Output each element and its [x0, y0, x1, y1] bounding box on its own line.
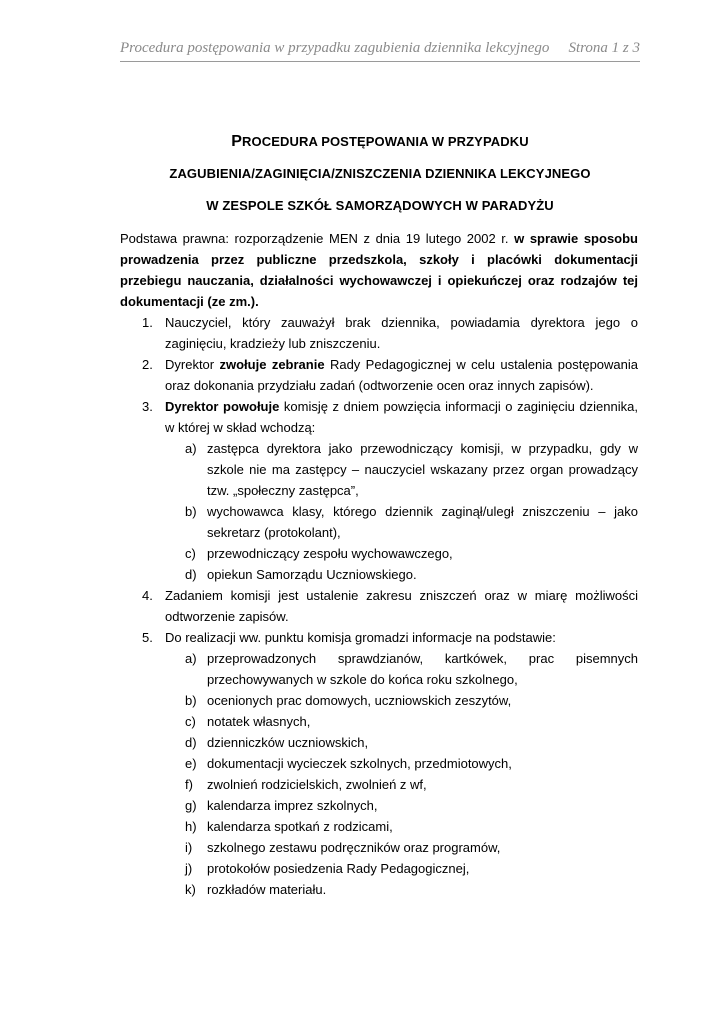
item-number: 1.: [142, 315, 153, 330]
sublist-item: [165, 438, 638, 501]
item-text: Rady Pedagogicznej w celu ustalenia postępowania oraz dokonania przydziału zadań (odtworzenie ocen oraz innych zapisów).: [165, 357, 638, 393]
item-number: 4.: [142, 588, 153, 603]
document-title: [120, 126, 640, 222]
sub-marker: j): [185, 861, 193, 876]
sublist-item: [165, 648, 638, 690]
item-text: Nauczyciel, który zauważył brak dziennika, powiadamia dyrektora jego o zaginięciu, kradzieży lub zniszczeniu.: [165, 315, 638, 351]
sublist-item: [165, 711, 638, 732]
sublist-item: [165, 690, 638, 711]
sub-text: dzienniczków uczniowskich,: [207, 735, 369, 750]
header-title: Procedura postępowania w przypadku zagubienia dziennika lekcyjnego: [120, 40, 550, 56]
item-text-bold: Dyrektor powołuje: [165, 399, 280, 414]
sub-marker: a): [185, 651, 197, 666]
sublist: [165, 648, 638, 900]
sublist-item: [165, 858, 638, 879]
item-text: Zadaniem komisji jest ustalenie zakresu zniszczeń oraz w miarę możliwości odtworzenie zapisów.: [165, 588, 638, 624]
legal-basis-bold: w sprawie sposobu prowadzenia przez publiczne przedszkola, szkoły i placówki dokumentacji przebiegu nauczania, działalności wychowawczej i opiekuńczej oraz rodzajów tej dokumentacji (ze zm.).: [120, 231, 638, 309]
page-header: [120, 40, 640, 62]
sub-text: opiekun Samorządu Uczniowskiego.: [207, 567, 417, 582]
title-line-2: ZAGUBIENIA/ZAGINIĘCIA/ZNISZCZENIA DZIENNIKA LEKCYJNEGO: [169, 166, 591, 181]
item-text: Do realizacji ww. punktu komisja gromadzi informacje na podstawie:: [165, 630, 556, 645]
sub-marker: c): [185, 714, 196, 729]
sub-text: zwolnień rodzicielskich, zwolnień z wf,: [207, 777, 427, 792]
sublist-item: [165, 543, 638, 564]
sub-marker: b): [185, 693, 197, 708]
item-text-bold: zwołuje zebranie: [219, 357, 325, 372]
legal-basis: [120, 228, 638, 312]
list-item: [120, 627, 638, 900]
sub-text: przeprowadzonych sprawdzianów, kartkówek, prac pisemnych: [207, 651, 638, 666]
sub-text: protokołów posiedzenia Rady Pedagogicznej,: [207, 861, 470, 876]
list-item: [120, 312, 638, 354]
sub-text: wychowawca klasy, którego dziennik zaginął/uległ zniszczeniu – jako sekretarz (protokolant),: [207, 504, 638, 540]
sublist-item: [165, 753, 638, 774]
sub-text: przechowywanych w szkole do końca roku szkolnego,: [207, 672, 518, 687]
sub-marker: i): [185, 840, 193, 855]
title-line-1-rest: ROCEDURA POSTĘPOWANIA W PRZYPADKU: [242, 134, 529, 149]
sub-marker: h): [185, 819, 197, 834]
sub-marker: f): [185, 777, 193, 792]
sub-text: przewodniczący zespołu wychowawczego,: [207, 546, 453, 561]
item-number: 2.: [142, 357, 153, 372]
sub-marker: b): [185, 504, 197, 519]
document-body: [120, 228, 638, 900]
title-line-1: [120, 126, 640, 158]
sub-marker: d): [185, 735, 197, 750]
item-text: komisję z dniem powzięcia informacji o zaginięciu dziennika, w której w skład wchodzą:: [165, 399, 638, 435]
page-number: Strona 1 z 3: [568, 40, 640, 56]
sub-text: notatek własnych,: [207, 714, 311, 729]
title-initial: P: [231, 133, 243, 150]
sub-marker: a): [185, 441, 197, 456]
sub-marker: k): [185, 882, 196, 897]
item-number: 3.: [142, 399, 153, 414]
sublist-item: [165, 837, 638, 858]
sublist-item: [165, 816, 638, 837]
sub-marker: g): [185, 798, 197, 813]
list-item: [120, 354, 638, 396]
sublist-item: [165, 879, 638, 900]
item-number: 5.: [142, 630, 153, 645]
sublist-item: [165, 501, 638, 543]
item-text: Dyrektor: [165, 357, 220, 372]
sub-marker: e): [185, 756, 197, 771]
sub-marker: d): [185, 567, 197, 582]
sub-text: kalendarza imprez szkolnych,: [207, 798, 378, 813]
sublist-item: [165, 564, 638, 585]
title-line-3: W ZESPOLE SZKÓŁ SAMORZĄDOWYCH W PARADYŻU: [206, 198, 554, 213]
sublist-item: [165, 732, 638, 753]
procedure-list: [120, 312, 638, 900]
sub-text: zastępca dyrektora jako przewodniczący komisji, w przypadku, gdy w szkole nie ma zastępcy – nauczyciel wskazany przez organ prowadzący tzw. „społeczny zastępca”,: [207, 441, 638, 498]
sublist: [165, 438, 638, 585]
sub-text: rozkładów materiału.: [207, 882, 327, 897]
sublist-item: [165, 774, 638, 795]
sub-text: kalendarza spotkań z rodzicami,: [207, 819, 393, 834]
sub-text: ocenionych prac domowych, uczniowskich zeszytów,: [207, 693, 512, 708]
sub-text: dokumentacji wycieczek szkolnych, przedmiotowych,: [207, 756, 512, 771]
sub-text: szkolnego zestawu podręczników oraz programów,: [207, 840, 501, 855]
sublist-item: [165, 795, 638, 816]
list-item: [120, 396, 638, 585]
legal-basis-intro: Podstawa prawna: rozporządzenie MEN z dnia 19 lutego 2002 r.: [120, 231, 515, 246]
list-item: [120, 585, 638, 627]
sub-marker: c): [185, 546, 196, 561]
